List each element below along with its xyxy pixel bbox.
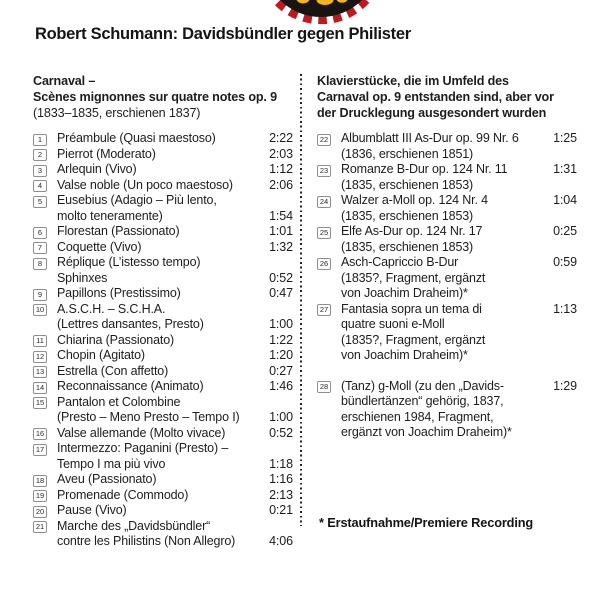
- track-duration: 1:01: [269, 224, 293, 238]
- track-row: [317, 255, 577, 302]
- track-title-line: Aveu (Passionato): [57, 472, 157, 486]
- track-title-line: Romanze B-Dur op. 124 Nr. 11: [341, 162, 508, 176]
- track-title-line: Elfe As-Dur op. 124 Nr. 17: [341, 224, 483, 238]
- track-title-line: Walzer a-Moll op. 124 Nr. 4: [341, 193, 488, 207]
- track-title-line: Promenade (Commodo): [57, 487, 189, 502]
- track-title-line: Coquette (Vivo): [57, 239, 142, 254]
- track-row: [317, 379, 577, 441]
- track-title-line: Chiarina (Passionato): [57, 332, 175, 347]
- premiere-recording-footnote: * Erstaufnahme/Premiere Recording: [319, 515, 534, 530]
- track-row: [33, 503, 293, 519]
- track-title-line: (1835, erschienen 1853): [341, 208, 474, 223]
- track-number-box: 27: [317, 304, 331, 316]
- track-row: [33, 488, 293, 504]
- track-title: [57, 472, 293, 488]
- track-number-box: 7: [33, 242, 47, 254]
- track-title-line: quatre suoni e-Moll: [341, 317, 445, 331]
- track-title-line: von Joachim Draheim)*: [341, 286, 468, 300]
- track-number-box: 21: [33, 521, 47, 533]
- work-dates-line: (1833–1835, erschienen 1837): [33, 106, 201, 120]
- work-subtitle-line: Scènes mignonnes sur quatre notes op. 9: [33, 90, 277, 104]
- track-duration: 1:54: [269, 208, 293, 223]
- track-row: [33, 348, 293, 364]
- track-row: [317, 131, 577, 162]
- track-title: [57, 302, 293, 333]
- track-title-line: Pause (Vivo): [57, 503, 127, 517]
- track-row: [33, 395, 293, 426]
- track-duration: 0:21: [269, 503, 293, 517]
- work-title-line: Carnaval –: [33, 74, 96, 88]
- left-column-header: [33, 73, 293, 121]
- track-number-box: 25: [317, 227, 331, 239]
- track-row: [33, 162, 293, 178]
- track-number-box: 24: [317, 196, 331, 208]
- track-row: [33, 178, 293, 194]
- track-title-line: Réplique (L’istesso tempo): [57, 255, 201, 269]
- track-number-box: 11: [33, 335, 47, 347]
- track-number-box: 22: [317, 134, 331, 146]
- track-row: [33, 131, 293, 147]
- track-number-box: 13: [33, 366, 47, 378]
- track-duration: 2:13: [269, 487, 293, 502]
- track-row: [33, 224, 293, 240]
- track-title: [341, 162, 577, 193]
- track-title-line: Eusebius (Adagio – Più lento,: [57, 193, 217, 207]
- right-column: [317, 73, 577, 441]
- track-number-box: 15: [33, 397, 47, 409]
- track-title: [341, 255, 577, 302]
- track-number-box: 2: [33, 149, 47, 161]
- track-title-line: Asch-Capriccio B-Dur: [341, 255, 459, 269]
- record-label-logo: [254, 0, 388, 24]
- track-title: [57, 286, 293, 302]
- track-title-line: Arlequin (Vivo): [57, 162, 137, 176]
- track-row: [33, 147, 293, 163]
- right-track-list: [317, 131, 577, 441]
- track-title-line: (Presto – Meno Presto – Tempo I): [57, 410, 240, 424]
- track-title: [57, 131, 293, 147]
- track-duration: 1:46: [269, 379, 293, 393]
- track-duration: 0:47: [269, 286, 293, 300]
- track-duration: 1:13: [553, 301, 577, 316]
- track-title-line: Pierrot (Moderato): [57, 146, 156, 161]
- track-number-box: 9: [33, 289, 47, 301]
- track-title: [341, 131, 577, 162]
- track-duration: 2:03: [269, 146, 293, 161]
- track-title-line: (1835?, Fragment, ergänzt: [341, 270, 486, 285]
- track-number-box: 28: [317, 381, 331, 393]
- track-title: [57, 255, 293, 286]
- track-number-box: 23: [317, 165, 331, 177]
- track-title-line: molto teneramente): [57, 208, 163, 223]
- track-title-line: (1836, erschienen 1851): [341, 146, 474, 161]
- section-title-line: Carnaval op. 9 entstanden sind, aber vor: [317, 90, 554, 104]
- column-divider-dotted-rule: [300, 74, 302, 526]
- track-number-box: 8: [33, 258, 47, 270]
- track-number-box: 16: [33, 428, 47, 440]
- track-row: [317, 162, 577, 193]
- track-row: [33, 379, 293, 395]
- track-row: [33, 255, 293, 286]
- track-title: [341, 302, 577, 364]
- track-duration: 0:52: [269, 270, 293, 285]
- section-title-line: Klavierstücke, die im Umfeld des: [317, 74, 509, 88]
- track-row: [33, 302, 293, 333]
- track-duration: 1:31: [553, 162, 577, 176]
- track-title: [57, 162, 293, 178]
- track-number-box: 18: [33, 475, 47, 487]
- track-title-line: Papillons (Prestissimo): [57, 286, 181, 300]
- track-title-line: erschienen 1984, Fragment,: [341, 409, 494, 424]
- track-title-line: Valse noble (Un poco maestoso): [57, 177, 233, 192]
- track-row: [33, 286, 293, 302]
- left-track-list: [33, 131, 293, 550]
- track-title-line: Reconnaissance (Animato): [57, 379, 204, 393]
- track-duration: 1:16: [269, 472, 293, 486]
- track-title: [57, 333, 293, 349]
- track-duration: 1:20: [269, 348, 293, 362]
- track-row: [33, 364, 293, 380]
- track-number-box: 10: [33, 304, 47, 316]
- track-row: [317, 302, 577, 364]
- track-duration: 0:25: [553, 224, 577, 238]
- track-number-box: 12: [33, 351, 47, 363]
- track-duration: 1:04: [553, 193, 577, 207]
- track-title-line: Marche des „Davidsbündler“: [57, 518, 211, 533]
- track-title: [57, 224, 293, 240]
- track-number-box: 3: [33, 165, 47, 177]
- track-duration: 1:32: [269, 239, 293, 254]
- track-duration: 0:52: [269, 425, 293, 440]
- track-title: [57, 503, 293, 519]
- track-duration: 2:06: [269, 177, 293, 192]
- track-title: [57, 426, 293, 442]
- track-title: [57, 519, 293, 550]
- track-title-line: A.S.C.H. – S.C.H.A.: [57, 301, 166, 316]
- track-title: [341, 193, 577, 224]
- track-title-line: Chopin (Agitato): [57, 348, 145, 362]
- track-title-line: contre les Philistins (Non Allegro): [57, 534, 236, 548]
- track-duration: 1:12: [269, 162, 293, 176]
- track-duration: 0:27: [269, 363, 293, 378]
- track-number-box: 6: [33, 227, 47, 239]
- track-row: [33, 441, 293, 472]
- track-number-box: 26: [317, 258, 331, 270]
- track-title: [341, 379, 577, 441]
- section-title-line: der Drucklegung ausgesondert wurden: [317, 106, 547, 120]
- track-title: [57, 379, 293, 395]
- track-duration: 1:29: [553, 378, 577, 393]
- track-title: [57, 441, 293, 472]
- track-title: [57, 178, 293, 194]
- track-title-line: von Joachim Draheim)*: [341, 348, 468, 362]
- track-row: [33, 519, 293, 550]
- track-title-line: ergänzt von Joachim Draheim)*: [341, 425, 512, 439]
- track-row: [33, 193, 293, 224]
- track-title-line: Fantasia sopra un tema di: [341, 301, 482, 316]
- track-duration: 1:18: [269, 456, 293, 471]
- track-title-line: Intermezzo: Paganini (Presto) –: [57, 441, 229, 455]
- track-duration: 1:25: [553, 131, 577, 145]
- track-row: [33, 240, 293, 256]
- track-title-line: Florestan (Passionato): [57, 224, 180, 238]
- track-title-line: Tempo I ma più vivo: [57, 456, 166, 471]
- track-title-line: (1835?, Fragment, ergänzt: [341, 332, 486, 347]
- track-duration: 2:22: [269, 131, 293, 145]
- track-number-box: 20: [33, 506, 47, 518]
- track-row: [33, 426, 293, 442]
- track-row: [33, 333, 293, 349]
- track-title: [57, 193, 293, 224]
- track-title-line: Estrella (Con affetto): [57, 363, 169, 378]
- track-title-line: (1835, erschienen 1853): [341, 177, 474, 192]
- track-number-box: 17: [33, 444, 47, 456]
- track-number-box: 14: [33, 382, 47, 394]
- track-duration: 1:00: [269, 317, 293, 331]
- track-title-line: Préambule (Quasi maestoso): [57, 131, 216, 145]
- track-title-line: (1835, erschienen 1853): [341, 239, 474, 254]
- track-title: [341, 224, 577, 255]
- track-title: [57, 240, 293, 256]
- track-duration: 1:00: [269, 410, 293, 424]
- track-duration: 4:06: [269, 534, 293, 548]
- track-title-line: Sphinxes: [57, 270, 108, 285]
- track-title: [57, 488, 293, 504]
- track-title: [57, 395, 293, 426]
- track-row: [33, 472, 293, 488]
- track-duration: 0:59: [553, 255, 577, 269]
- track-title-line: Albumblatt III As-Dur op. 99 Nr. 6: [341, 131, 519, 145]
- track-number-box: 1: [33, 134, 47, 146]
- track-number-box: 5: [33, 196, 47, 208]
- track-number-box: 19: [33, 490, 47, 502]
- track-title-line: (Lettres dansantes, Presto): [57, 317, 204, 331]
- track-duration: 1:22: [269, 332, 293, 347]
- track-row: [317, 224, 577, 255]
- right-column-header: [317, 73, 577, 121]
- track-title: [57, 147, 293, 163]
- track-title: [57, 348, 293, 364]
- track-title-line: Pantalon et Colombine: [57, 394, 181, 409]
- track-row: [317, 193, 577, 224]
- track-title-line: (Tanz) g-Moll (zu den „Davids-: [341, 378, 504, 393]
- track-title: [57, 364, 293, 380]
- left-column: [33, 73, 293, 550]
- track-title-line: bündlertänzen“ gehörig, 1837,: [341, 394, 504, 408]
- page-title: Robert Schumann: Davidsbündler gegen Philister: [35, 25, 411, 43]
- track-title-line: Valse allemande (Molto vivace): [57, 425, 226, 440]
- track-number-box: 4: [33, 180, 47, 192]
